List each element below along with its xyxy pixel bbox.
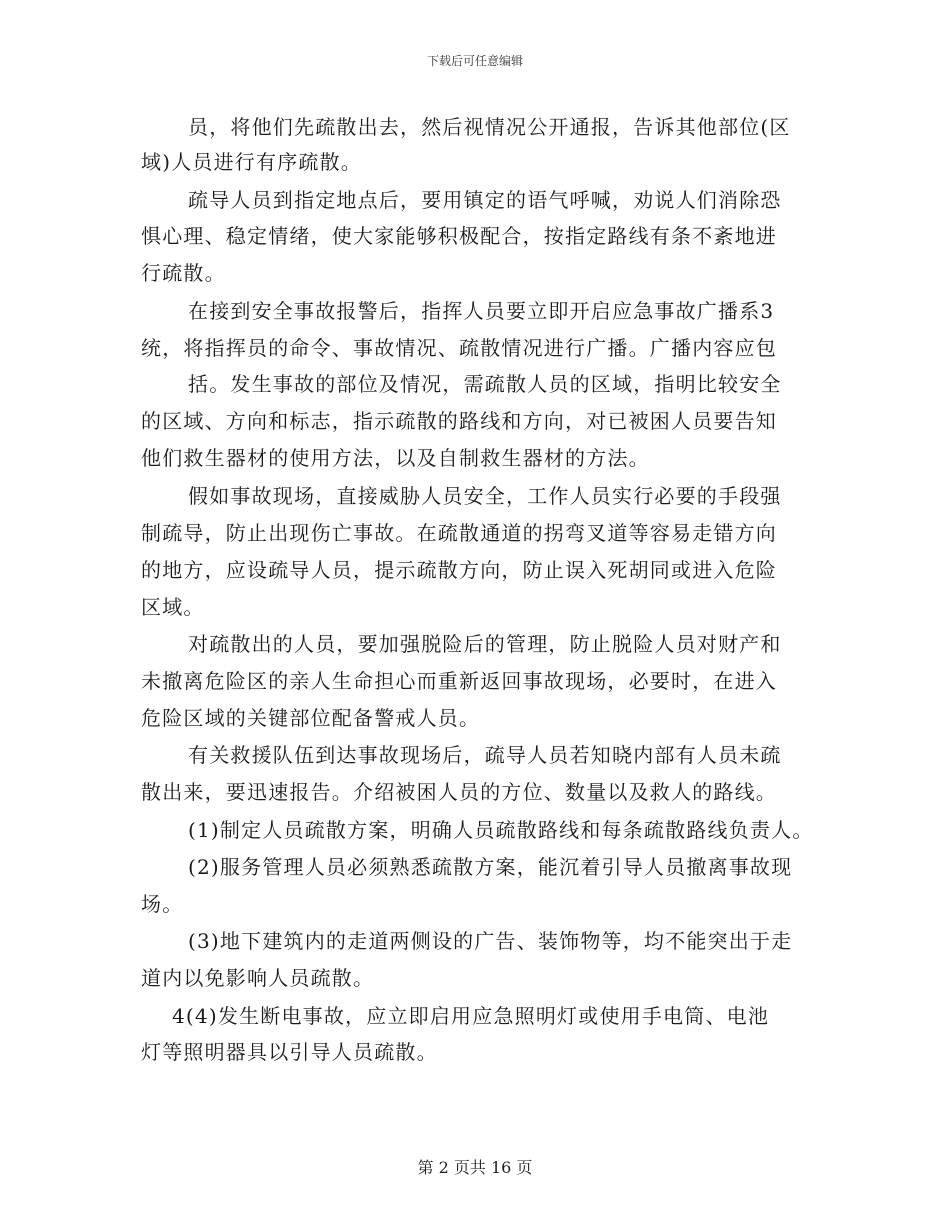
page-footer: 第 2 页共 16 页 bbox=[417, 1158, 533, 1177]
text-line: 灯等照明器具以引导人员疏散。 bbox=[141, 1040, 438, 1064]
text-line: 有关救援队伍到达事故现场后，疏导人员若知晓内部有人员未疏 bbox=[188, 743, 782, 767]
text-line: 统，将指挥员的命令、事故情况、疏散情况进行广播。广播内容应包 bbox=[141, 336, 777, 360]
text-line: (2)服务管理人员必须熟悉疏散方案，能沉着引导人员撤离事故现 bbox=[188, 855, 793, 879]
text-line: 场。 bbox=[141, 892, 184, 916]
text-line: 的地方，应设疏导人员，提示疏散方向，防止误入死胡同或进入危险 bbox=[141, 558, 777, 582]
text-line: 危险区域的关键部位配备警戒人员。 bbox=[141, 706, 481, 730]
page-header: 下载后可任意编辑 bbox=[426, 54, 523, 68]
text-line: 制疏导，防止出现伤亡事故。在疏散通道的拐弯叉道等容易走错方向 bbox=[141, 521, 777, 545]
text-line: 区域。 bbox=[141, 595, 205, 619]
text-line: 行疏散。 bbox=[141, 261, 226, 285]
text-line: 疏导人员到指定地点后，要用镇定的语气呼喊，劝说人们消除恐 bbox=[188, 188, 782, 212]
text-line: (3)地下建筑内的走道两侧设的广告、装饰物等，均不能突出于走 bbox=[188, 929, 793, 953]
text-line: (1)制定人员疏散方案，明确人员疏散路线和每条疏散路线负责人。 bbox=[188, 818, 814, 842]
text-line: 道内以免影响人员疏散。 bbox=[141, 966, 375, 990]
text-line: 4(4)发生断电事故，应立即启用应急照明灯或使用手电筒、电池 bbox=[172, 1004, 770, 1028]
text-line: 员，将他们先疏散出去，然后视情况公开通报，告诉其他部位(区 bbox=[188, 115, 791, 139]
text-line: 他们救生器材的使用方法，以及自制救生器材的方法。 bbox=[141, 446, 650, 470]
text-line: 未撤离危险区的亲人生命担心而重新返回事故现场，必要时，在进入 bbox=[141, 669, 777, 693]
text-line: 惧心理、稳定情绪，使大家能够积极配合，按指定路线有条不紊地进 bbox=[141, 224, 777, 248]
text-line: 散出来，要迅速报告。介绍被困人员的方位、数量以及救人的路线。 bbox=[141, 780, 777, 804]
text-line: 假如事故现场，直接威胁人员安全，工作人员实行必要的手段强 bbox=[188, 484, 782, 508]
text-line: 对疏散出的人员，要加强脱险后的管理，防止脱险人员对财产和 bbox=[188, 632, 782, 656]
text-line: 在接到安全事故报警后，指挥人员要立即开启应急事故广播系3 bbox=[188, 299, 775, 323]
text-line: 的区域、方向和标志，指示疏散的路线和方向，对已被困人员要告知 bbox=[141, 409, 777, 433]
text-line: 域)人员进行有序疏散。 bbox=[141, 150, 363, 174]
text-line: 括。发生事故的部位及情况，需疏散人员的区域，指明比较安全 bbox=[188, 372, 782, 396]
